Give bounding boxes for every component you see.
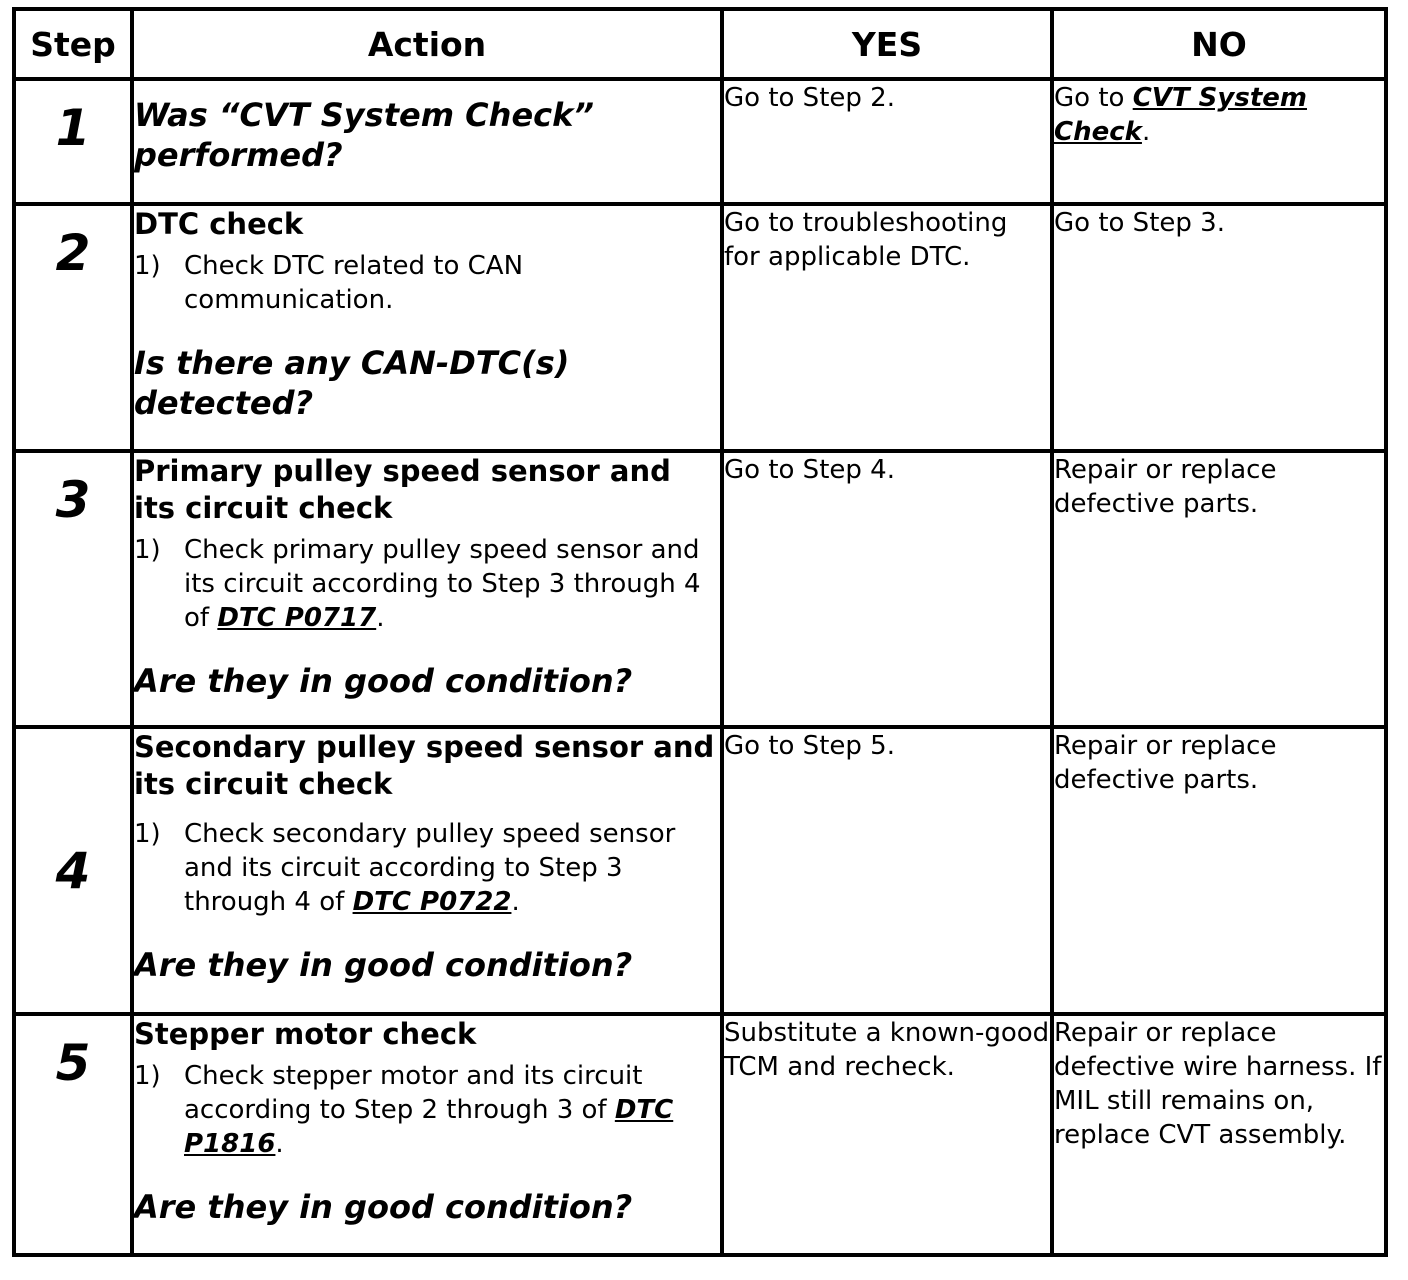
subitem-text: Check primary pulley speed sensor and its circuit according to Step 3 through 4 of bbox=[184, 535, 701, 633]
action-title: Secondary pulley speed sensor and its circuit check bbox=[134, 730, 715, 801]
action-subitem bbox=[134, 817, 720, 919]
table-row bbox=[14, 451, 1386, 727]
subitem-number: 1) bbox=[134, 251, 161, 281]
no-cell: Repair or replace defective parts. bbox=[1052, 727, 1386, 1014]
action-question: Are they in good condition? bbox=[134, 1188, 633, 1226]
action-subitem bbox=[134, 1059, 720, 1161]
diagnostic-flow-table bbox=[12, 7, 1388, 1257]
no-cell bbox=[1052, 79, 1386, 204]
action-cell bbox=[132, 727, 722, 1014]
no-cell: Go to Step 3. bbox=[1052, 204, 1386, 451]
dtc-p0722-link[interactable]: DTC P0722 bbox=[352, 887, 512, 917]
step-number: 2 bbox=[14, 204, 132, 451]
no-cell: Repair or replace defective parts. bbox=[1052, 451, 1386, 727]
subitem-text-wrap bbox=[184, 533, 720, 635]
no-prefix: Go to bbox=[1054, 83, 1133, 113]
dtc-p1816-link[interactable]: DTC P1816 bbox=[184, 1095, 674, 1159]
subitem-number: 1) bbox=[134, 535, 161, 565]
step-number: 4 bbox=[14, 727, 132, 1014]
header-no: NO bbox=[1052, 9, 1386, 79]
cvt-system-check-link[interactable]: CVT System Check bbox=[1054, 83, 1307, 147]
table-row bbox=[14, 79, 1386, 204]
subitem-text-wrap bbox=[184, 817, 720, 919]
no-cell: Repair or replace defective wire harness. If MIL still remains on, replace CVT assembly. bbox=[1052, 1014, 1386, 1255]
no-suffix: . bbox=[1141, 117, 1151, 147]
action-cell bbox=[132, 204, 722, 451]
step-number: 5 bbox=[14, 1014, 132, 1255]
subitem-text: Check DTC related to CAN communication. bbox=[184, 251, 524, 315]
action-question: Are they in good condition? bbox=[134, 662, 633, 700]
yes-cell: Go to Step 2. bbox=[722, 79, 1052, 204]
action-cell bbox=[132, 1014, 722, 1255]
dtc-p0717-link[interactable]: DTC P0717 bbox=[217, 603, 377, 633]
action-cell bbox=[132, 79, 722, 204]
step-number: 3 bbox=[14, 451, 132, 727]
action-question: Was “CVT System Check” performed? bbox=[134, 96, 594, 174]
yes-cell: Go to troubleshooting for applicable DTC. bbox=[722, 204, 1052, 451]
yes-cell: Substitute a known-good TCM and recheck. bbox=[722, 1014, 1052, 1255]
subitem-text-wrap bbox=[184, 1059, 720, 1161]
subitem-text: Check stepper motor and its circuit according to Step 2 through 3 of bbox=[184, 1061, 643, 1125]
table-row bbox=[14, 1014, 1386, 1255]
table-header-row bbox=[14, 9, 1386, 79]
action-question: Are they in good condition? bbox=[134, 946, 633, 984]
subitem-number: 1) bbox=[134, 1061, 161, 1091]
action-title: DTC check bbox=[134, 207, 304, 241]
header-yes: YES bbox=[722, 9, 1052, 79]
action-title: Primary pulley speed sensor and its circuit check bbox=[134, 454, 671, 525]
yes-cell: Go to Step 4. bbox=[722, 451, 1052, 727]
action-subitem bbox=[134, 533, 720, 635]
action-subitem bbox=[134, 249, 720, 317]
action-cell bbox=[132, 451, 722, 727]
subitem-suffix: . bbox=[511, 887, 520, 917]
table-row bbox=[14, 204, 1386, 451]
step-number: 1 bbox=[14, 79, 132, 204]
header-step: Step bbox=[14, 9, 132, 79]
table-row bbox=[14, 727, 1386, 1014]
header-action: Action bbox=[132, 9, 722, 79]
subitem-text: Check secondary pulley speed sensor and its circuit according to Step 3 through 4 of bbox=[184, 819, 676, 917]
yes-cell: Go to Step 5. bbox=[722, 727, 1052, 1014]
action-title: Stepper motor check bbox=[134, 1017, 477, 1051]
subitem-suffix: . bbox=[275, 1129, 284, 1159]
action-question: Is there any CAN-DTC(s) detected? bbox=[134, 344, 570, 422]
subitem-suffix: . bbox=[376, 603, 385, 633]
subitem-number: 1) bbox=[134, 819, 161, 849]
